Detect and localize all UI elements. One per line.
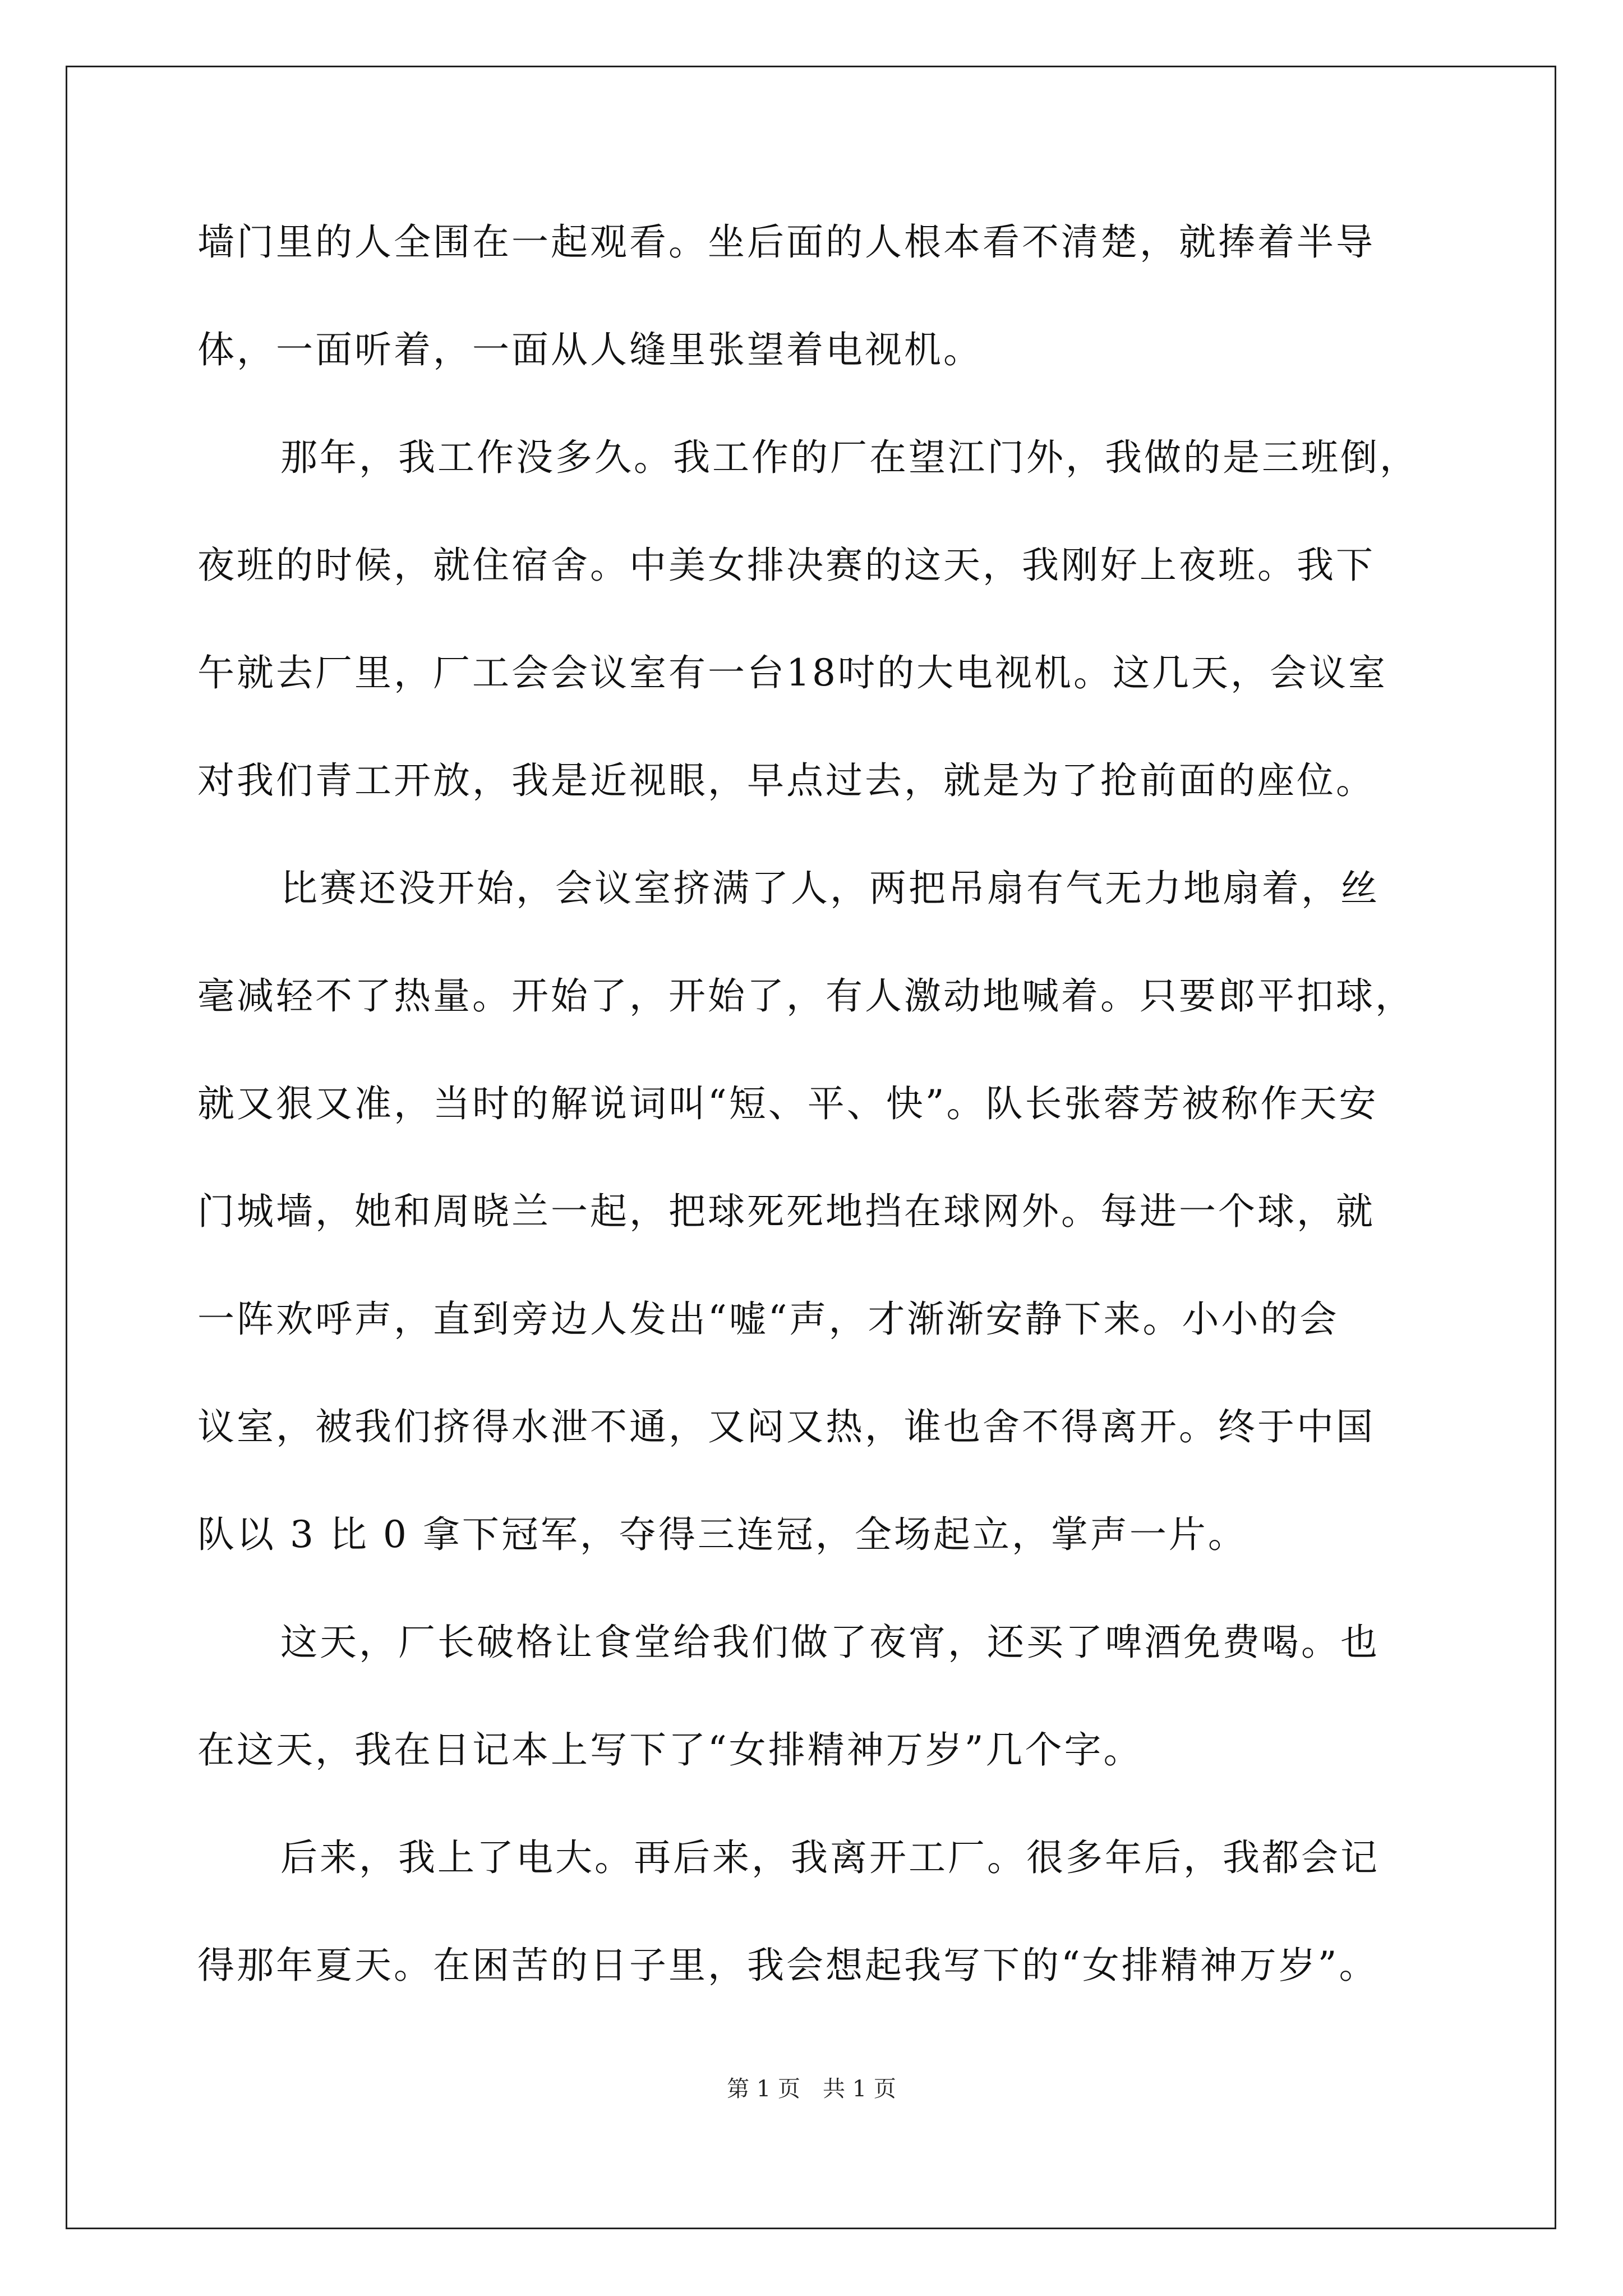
text-line-16: 后来，我上了电大。再后来，我离开工厂。很多年后，我都会记: [280, 1836, 1380, 1879]
text-line-3: 那年，我工作没多久。我工作的厂在望江门外，我做的是三班倒，: [280, 436, 1419, 479]
text-line-13: 队以 3 比 0 拿下冠军，夺得三连冠，全场起立，掌声一片。: [197, 1513, 1247, 1556]
text-line-7: 比赛还没开始，会议室挤满了人，两把吊扇有气无力地扇着，丝: [280, 867, 1380, 910]
text-line-11: 一阵欢呼声，直到旁边人发出“嘘“声，才渐渐安静下来。小小的会: [197, 1297, 1339, 1341]
document-body: [197, 222, 1438, 2053]
text-line-4: 夜班的时候，就住宿舍。中美女排决赛的这天，我刚好上夜班。我下: [197, 544, 1375, 587]
text-line-5: 午就去厂里，厂工会会议室有一台18吋的大电视机。这几天，会议室: [197, 651, 1387, 694]
text-line-2: 体，一面听着，一面从人缝里张望着电视机。: [197, 328, 983, 371]
text-line-15: 在这天，我在日记本上写下了“女排精神万岁”几个字。: [197, 1728, 1143, 1772]
page-number-footer: 第 1 页 共 1 页: [727, 2076, 896, 2102]
text-line-17: 得那年夏天。在困苦的日子里，我会想起我写下的“女排精神万岁”。: [197, 1944, 1378, 1987]
text-line-1: 墙门里的人全围在一起观看。坐后面的人根本看不清楚，就捧着半导: [197, 220, 1375, 264]
text-line-6: 对我们青工开放，我是近视眼，早点过去，就是为了抢前面的座位。: [197, 759, 1375, 802]
text-line-8: 毫减轻不了热量。开始了，开始了，有人激动地喊着。只要郎平扣球，: [197, 974, 1414, 1018]
text-line-9: 就又狠又准，当时的解说词叫“短、平、快”。队长张蓉芳被称作天安: [197, 1082, 1378, 1125]
text-line-10: 门城墙，她和周晓兰一起，把球死死地挡在球网外。每进一个球，就: [197, 1190, 1375, 1233]
text-line-12: 议室，被我们挤得水泄不通，又闷又热，谁也舍不得离开。终于中国: [197, 1405, 1375, 1448]
text-line-14: 这天，厂长破格让食堂给我们做了夜宵，还买了啤酒免费喝。也: [280, 1621, 1380, 1664]
